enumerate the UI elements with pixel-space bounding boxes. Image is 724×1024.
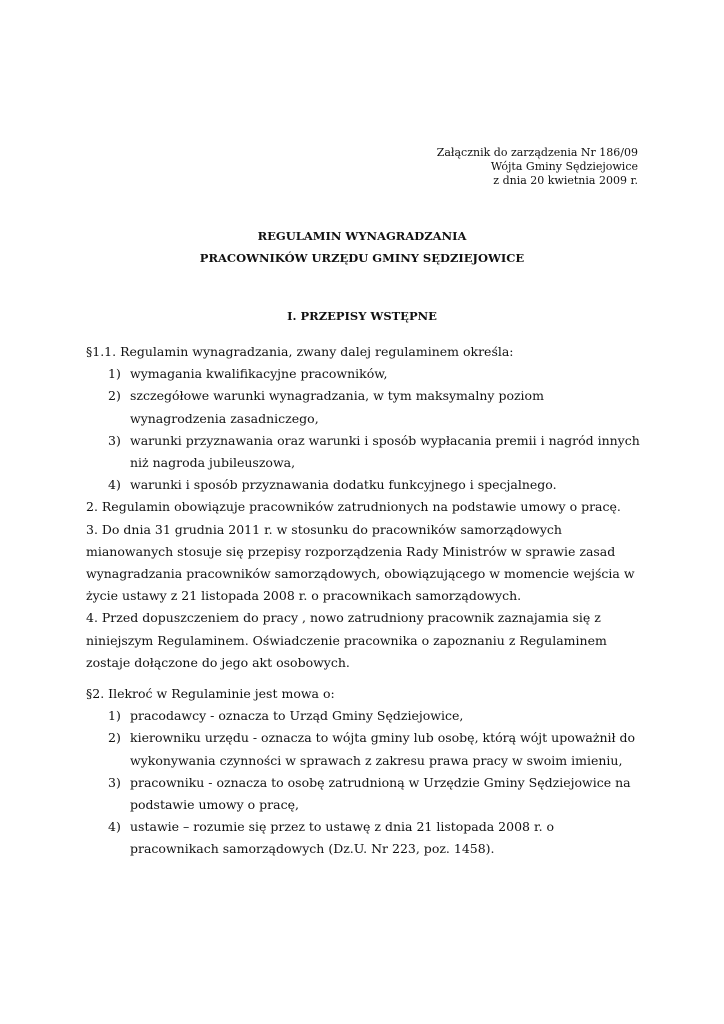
list-item-text: szczegółowe warunki wynagradzania, w tym maksymalny poziom wynagrodzenia zasadniczego, xyxy=(130,388,544,426)
list-item-text: pracodawcy - oznacza to Urząd Gminy Sędziejowice, xyxy=(130,708,464,724)
list-item-text: warunki i sposób przyznawania dodatku funkcyjnego i specjalnego. xyxy=(130,477,557,493)
annex-line-1: Załącznik do zarządzenia Nr 186/09 xyxy=(436,146,638,159)
paragraph-3: 3. Do dnia 31 grudnia 2011 r. w stosunku do pracowników samorządowych mianowanych stosuje się przepisy rozporządzenia Rady Ministrów w sprawie zasad wynagradzania pracowników samorządowych, obowiązującego w momencie wejścia w życie ustawy z 21 listopada 2008 r. o pracownikach samorządowych. xyxy=(86,521,635,604)
document-title-line-1: REGULAMIN WYNAGRADZANIA xyxy=(257,229,467,243)
annex-line-3: z dnia 20 kwietnia 2009 r. xyxy=(493,174,638,187)
section-2-body xyxy=(86,683,642,861)
list-item-number: 4) xyxy=(108,819,121,835)
list-item xyxy=(86,727,642,771)
list-item xyxy=(86,772,642,816)
list-item-number: 2) xyxy=(108,388,121,404)
section-heading: I. PRZEPISY WSTĘPNE xyxy=(287,309,437,323)
list-item-text: pracowniku - oznacza to osobę zatrudnioną w Urzędzie Gminy Sędziejowice na podstawie umowy o pracę, xyxy=(130,774,631,813)
list-item xyxy=(86,430,642,474)
list-item-number: 3) xyxy=(108,432,121,448)
annex-line-2: Wójta Gminy Sędziejowice xyxy=(490,160,638,173)
list-item-number: 4) xyxy=(108,477,121,493)
list-item xyxy=(86,385,642,429)
section-1-body xyxy=(86,341,642,674)
list-item xyxy=(86,705,642,727)
list-item-number: 1) xyxy=(108,366,121,382)
paragraph-4: 4. Przed dopuszczeniem do pracy , nowo zatrudniony pracownik zaznajamia się z niniejszym Regulaminem. Oświadczenie pracownika o zapoznaniu z Regulaminem zostaje dołączone do jego akt osobowych. xyxy=(86,610,607,670)
list-item-text: warunki przyznawania oraz warunki i sposób wypłacania premii i nagród innych niż nagroda jubileuszowa, xyxy=(130,432,640,471)
list-item-text: kierowniku urzędu - oznacza to wójta gminy lub osobę, którą wójt upoważnił do wykonywania czynności w sprawach z zakresu prawa pracy w swoim imieniu, xyxy=(130,730,636,768)
list-item xyxy=(86,363,642,385)
list-item-text: ustawie – rozumie się przez to ustawę z dnia 21 listopada 2008 r. o pracownikach samorządowych (Dz.U. Nr 223, poz. 1458). xyxy=(130,819,555,857)
paragraph-1-intro: §1.1. Regulamin wynagradzania, zwany dalej regulaminem określa: xyxy=(86,344,514,359)
section-2-intro: §2. Ilekroć w Regulaminie jest mowa o: xyxy=(86,686,335,701)
list-item-number: 3) xyxy=(108,774,121,790)
list-item xyxy=(86,474,642,496)
list-item-text: wymagania kwalifikacyjne pracowników, xyxy=(130,366,388,382)
list-item-number: 2) xyxy=(108,730,121,746)
paragraph-2: 2. Regulamin obowiązuje pracowników zatrudnionych na podstawie umowy o pracę. xyxy=(86,499,621,515)
document-title-line-2: PRACOWNIKÓW URZĘDU GMINY SĘDZIEJOWICE xyxy=(199,251,525,265)
list-item xyxy=(86,816,642,860)
annex-note xyxy=(437,146,638,188)
list-item-number: 1) xyxy=(108,708,121,724)
